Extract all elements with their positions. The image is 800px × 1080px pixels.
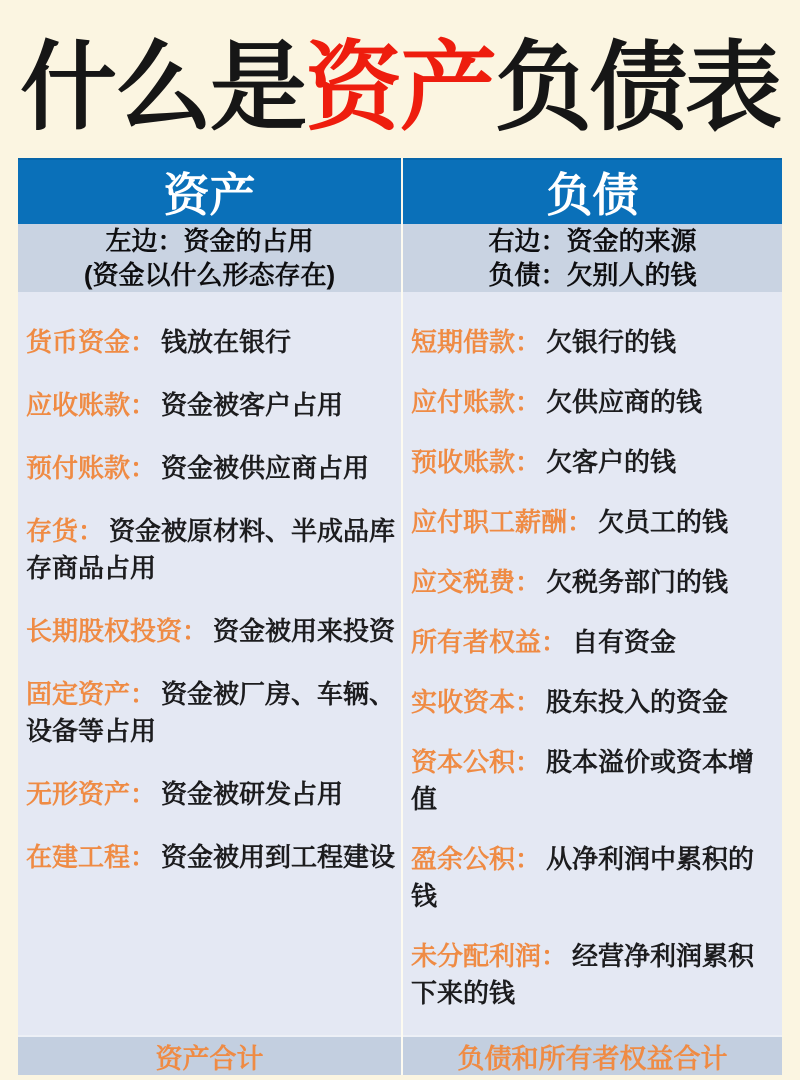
item-desc: 经营净利润累积下来的钱 xyxy=(411,941,755,1008)
item-desc: 欠员工的钱 xyxy=(598,507,729,537)
list-item xyxy=(411,384,780,421)
item-desc: 资金被客户占用 xyxy=(161,390,344,420)
list-item xyxy=(411,938,780,1012)
item-desc: 欠客户的钱 xyxy=(546,447,677,477)
item-term: 预收账款： xyxy=(411,447,542,477)
list-item xyxy=(26,613,399,650)
subtitle-row xyxy=(18,224,782,292)
item-desc: 资金被厂房、车辆、设备等占用 xyxy=(26,679,396,746)
item-term: 固定资产： xyxy=(26,679,157,709)
assets-subtitle xyxy=(18,224,401,292)
item-desc: 资金被用来投资 xyxy=(213,616,396,646)
item-term: 资本公积： xyxy=(411,747,542,777)
list-item xyxy=(26,450,399,487)
item-desc: 股本溢价或资本增值 xyxy=(411,747,755,814)
assets-total-label: 资产合计 xyxy=(18,1035,401,1075)
item-desc: 从净利润中累积的钱 xyxy=(411,844,755,911)
item-desc: 欠税务部门的钱 xyxy=(546,567,729,597)
list-item xyxy=(411,684,780,721)
list-item xyxy=(26,839,399,876)
item-desc: 资金被用到工程建设 xyxy=(161,842,396,872)
item-term: 应收账款： xyxy=(26,390,157,420)
page-title xyxy=(0,0,800,158)
column-header-row xyxy=(18,158,782,224)
list-item xyxy=(26,776,399,813)
item-term: 在建工程： xyxy=(26,842,157,872)
list-item xyxy=(411,444,780,481)
liabilities-list xyxy=(403,292,782,1035)
assets-list xyxy=(18,292,401,1035)
liabilities-header: 负债 xyxy=(403,158,782,224)
item-desc: 欠供应商的钱 xyxy=(546,387,703,417)
item-term: 所有者权益： xyxy=(411,627,568,657)
list-item xyxy=(26,324,399,361)
title-part-black-1: 什么是 xyxy=(20,33,305,142)
item-desc: 资金被原材料、半成品库存商品占用 xyxy=(26,516,396,583)
item-term: 长期股权投资： xyxy=(26,616,209,646)
assets-header: 资产 xyxy=(18,158,401,224)
item-term: 货币资金： xyxy=(26,327,157,357)
list-item xyxy=(26,513,399,587)
totals-row xyxy=(18,1035,782,1075)
item-term: 实收资本： xyxy=(411,687,542,717)
liabilities-subtitle-line2: 负债：欠别人的钱 xyxy=(488,260,697,290)
assets-subtitle-line2: (资金以什么形态存在) xyxy=(83,260,336,290)
item-term: 预付账款： xyxy=(26,453,157,483)
list-item xyxy=(411,564,780,601)
list-item xyxy=(411,324,780,361)
liabilities-total-label: 负债和所有者权益合计 xyxy=(403,1035,782,1075)
item-term: 无形资产： xyxy=(26,779,157,809)
item-term: 未分配利润： xyxy=(411,941,568,971)
item-desc: 资金被研发占用 xyxy=(161,779,344,809)
liabilities-subtitle-line1: 右边：资金的来源 xyxy=(488,226,697,256)
item-term: 盈余公积： xyxy=(411,844,542,874)
assets-subtitle-line1: 左边：资金的占用 xyxy=(105,226,314,256)
title-part-black-2: 负债表 xyxy=(495,33,780,142)
list-item xyxy=(26,387,399,424)
item-term: 应交税费： xyxy=(411,567,542,597)
list-item xyxy=(26,676,399,750)
item-desc: 资金被供应商占用 xyxy=(161,453,370,483)
body-row xyxy=(18,292,782,1035)
item-term: 短期借款： xyxy=(411,327,542,357)
liabilities-subtitle xyxy=(403,224,782,292)
list-item xyxy=(411,841,780,915)
item-term: 存货： xyxy=(26,516,105,546)
item-term: 应付职工薪酬： xyxy=(411,507,594,537)
item-desc: 欠银行的钱 xyxy=(546,327,677,357)
list-item xyxy=(411,624,780,661)
list-item xyxy=(411,504,780,541)
item-desc: 股东投入的资金 xyxy=(546,687,729,717)
item-desc: 自有资金 xyxy=(572,627,677,657)
item-term: 应付账款： xyxy=(411,387,542,417)
item-desc: 钱放在银行 xyxy=(161,327,292,357)
list-item xyxy=(411,744,780,818)
balance-sheet-table xyxy=(18,158,782,1074)
title-part-red: 资产 xyxy=(305,33,495,142)
